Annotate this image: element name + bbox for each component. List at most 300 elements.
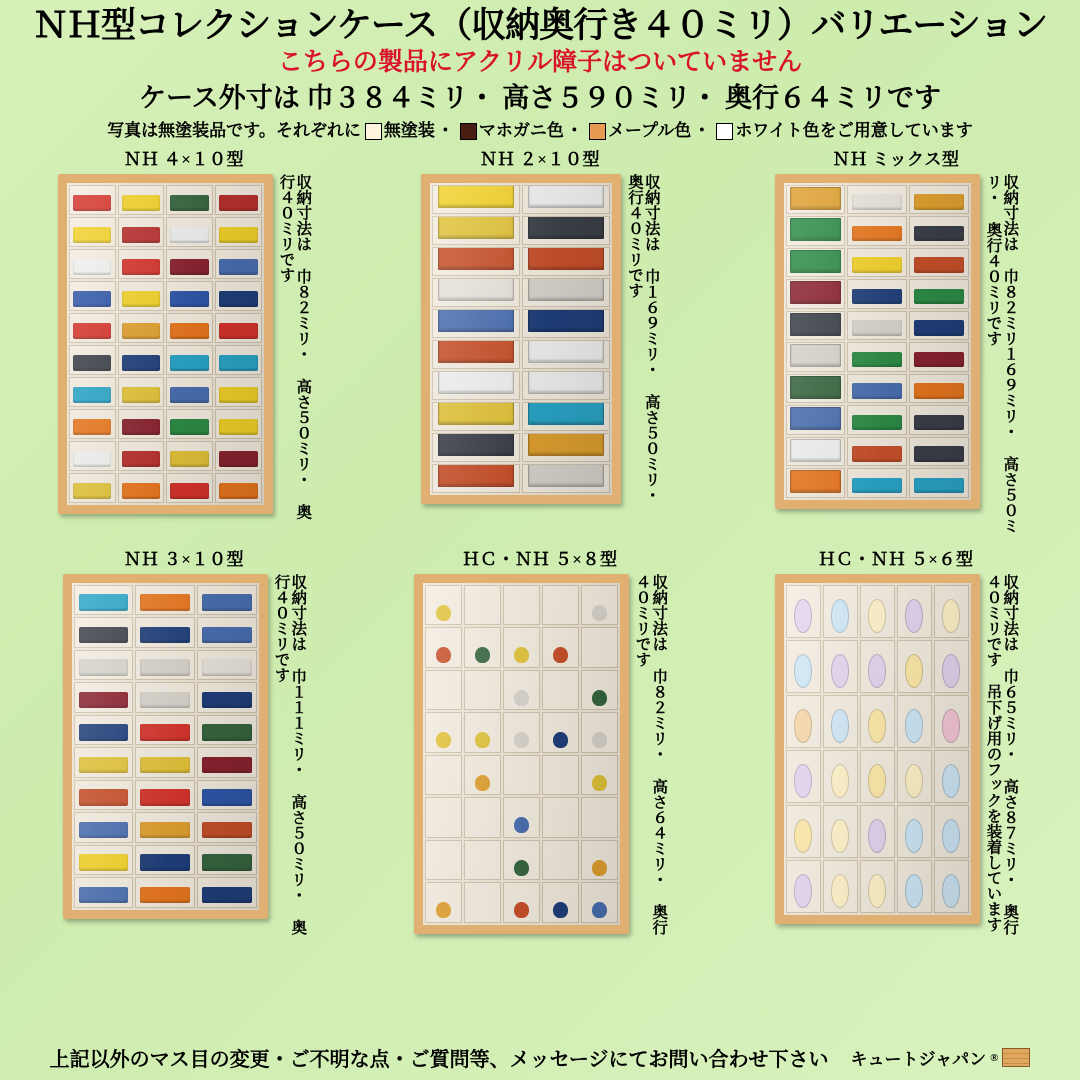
product-title-nh-2x10: ＮＨ ２×１０型: [480, 149, 600, 169]
display-item: [852, 446, 902, 462]
display-item: [170, 227, 208, 243]
case-slot: [897, 695, 932, 748]
case-image-hc-nh-5x8: [414, 574, 629, 934]
display-item: [140, 854, 190, 871]
display-item: [794, 764, 812, 798]
case-slot: [909, 405, 969, 435]
case-slot: [522, 402, 610, 431]
display-item: [514, 860, 529, 876]
case-slot: [432, 371, 520, 400]
product-grid: [0, 145, 1080, 965]
case-slot: [74, 845, 134, 876]
case-slot: [897, 640, 932, 693]
case-slot: [847, 342, 907, 372]
display-item: [79, 854, 129, 871]
display-item: [790, 281, 842, 304]
display-item: [528, 340, 604, 363]
white-color-swatch-icon: [716, 123, 733, 140]
case-slot: [909, 342, 969, 372]
case-slot: [74, 747, 134, 778]
case-slot: [425, 670, 462, 711]
case-slot: [786, 279, 846, 309]
case-slot: [464, 840, 501, 881]
case-slot: [909, 279, 969, 309]
case-slot: [581, 840, 618, 881]
case-slot: [860, 640, 895, 693]
display-item: [436, 605, 451, 621]
case-slot: [464, 882, 501, 923]
display-item: [790, 313, 842, 336]
display-item: [528, 433, 604, 456]
display-item: [170, 387, 208, 403]
case-slot: [432, 340, 520, 369]
display-item: [122, 355, 160, 371]
case-slot: [581, 797, 618, 838]
product-title-hc-nh-5x8: ＨＣ・ＮＨ ５×８型: [462, 549, 618, 569]
case-slot: [166, 185, 213, 215]
case-slot: [69, 313, 116, 343]
case-slot: [166, 281, 213, 311]
display-item: [852, 289, 902, 305]
display-item: [202, 692, 252, 709]
product-cell-nh-mix: [718, 145, 1074, 545]
case-slot: [69, 441, 116, 471]
case-slot: [897, 805, 932, 858]
case-slot: [215, 281, 262, 311]
case-slot: [503, 627, 540, 668]
product-title-hc-nh-5x6: ＨＣ・ＮＨ ５×６型: [818, 549, 974, 569]
display-item: [942, 654, 960, 688]
case-slot: [464, 712, 501, 753]
display-item: [852, 257, 902, 273]
case-slot: [522, 433, 610, 462]
display-item: [122, 227, 160, 243]
display-item: [79, 627, 129, 644]
display-item: [140, 594, 190, 611]
display-item: [202, 822, 252, 839]
case-slot: [432, 309, 520, 338]
display-item: [73, 195, 111, 211]
display-item: [219, 323, 257, 339]
display-item: [831, 819, 849, 853]
display-item: [592, 860, 607, 876]
case-slot: [786, 311, 846, 341]
case-slot: [118, 281, 165, 311]
display-item: [219, 355, 257, 371]
display-item: [831, 874, 849, 908]
display-item: [905, 709, 923, 743]
case-slot: [135, 585, 195, 616]
display-item: [914, 478, 964, 494]
display-item: [170, 291, 208, 307]
display-item: [592, 902, 607, 918]
finish-note-lead: 写真は無塗装品です。それぞれに: [107, 120, 361, 140]
display-item: [219, 227, 257, 243]
sep-1: ・: [436, 120, 454, 140]
display-item: [170, 323, 208, 339]
case-slot: [542, 712, 579, 753]
product-title-nh-4x10: ＮＨ ４×１０型: [124, 149, 244, 169]
case-slot: [581, 712, 618, 753]
display-item: [790, 470, 842, 493]
product-caption-hc-nh-5x6: 収納寸法は 巾６５ミリ・ 高さ８７ミリ・ 奥行４０ミリです 吊下げ用のフックを装着しています: [984, 573, 1019, 935]
sep-2: ・: [565, 120, 583, 140]
case-slot: [503, 712, 540, 753]
case-slot: [464, 627, 501, 668]
case-slot: [786, 695, 821, 748]
display-item: [73, 483, 111, 499]
case-slot: [215, 473, 262, 503]
display-item: [528, 185, 604, 208]
display-item: [852, 478, 902, 494]
case-slot: [909, 468, 969, 498]
display-item: [592, 775, 607, 791]
case-image-hc-nh-5x6: [775, 574, 980, 924]
display-item: [528, 464, 604, 487]
finish-white-label: ホワイト色をご用意しています: [735, 120, 973, 140]
case-slot: [425, 882, 462, 923]
case-slot: [786, 216, 846, 246]
header: [0, 0, 1080, 141]
display-item: [170, 195, 208, 211]
finish-natural-label: 無塗装: [383, 120, 435, 140]
case-slot: [909, 374, 969, 404]
case-slot: [934, 695, 969, 748]
case-slot: [909, 216, 969, 246]
case-slot: [581, 755, 618, 796]
display-item: [790, 187, 842, 210]
product-caption-nh-2x10: 収納寸法は 巾１６９ミリ・ 高さ５０ミリ・ 奥行４０ミリです: [626, 173, 660, 503]
display-item: [514, 902, 529, 918]
display-item: [436, 902, 451, 918]
display-item: [790, 344, 842, 367]
display-item: [438, 402, 514, 425]
case-slot: [432, 433, 520, 462]
display-item: [831, 709, 849, 743]
display-item: [942, 709, 960, 743]
display-item: [170, 483, 208, 499]
case-slot: [464, 755, 501, 796]
case-slot: [823, 585, 858, 638]
case-slot: [215, 409, 262, 439]
display-item: [170, 419, 208, 435]
display-item: [790, 376, 842, 399]
case-slot: [522, 247, 610, 276]
case-slot: [432, 402, 520, 431]
case-slot: [118, 249, 165, 279]
display-item: [202, 757, 252, 774]
display-item: [553, 647, 568, 663]
display-item: [794, 654, 812, 688]
display-item: [438, 464, 514, 487]
case-slot: [69, 217, 116, 247]
case-slot: [74, 682, 134, 713]
case-slot: [69, 409, 116, 439]
case-slot: [425, 585, 462, 626]
case-image-nh-mix: [775, 174, 980, 509]
case-slot: [118, 217, 165, 247]
case-slot: [215, 313, 262, 343]
display-item: [170, 451, 208, 467]
case-slot: [897, 750, 932, 803]
product-caption-nh-3x10: 収納寸法は 巾１１１ミリ・ 高さ５０ミリ・ 奥行４０ミリです: [272, 573, 307, 935]
product-caption-nh-mix: 収納寸法は 巾８２ミリ１６９ミリ・ 高さ５０ミリ・ 奥行４０ミリです: [984, 173, 1019, 534]
display-item: [122, 387, 160, 403]
product-title-nh-3x10: ＮＨ ３×１０型: [124, 549, 244, 569]
case-slot: [166, 345, 213, 375]
display-item: [914, 446, 964, 462]
case-slot: [432, 185, 520, 214]
case-slot: [135, 747, 195, 778]
display-item: [122, 483, 160, 499]
display-item: [122, 323, 160, 339]
display-item: [914, 383, 964, 399]
display-item: [790, 407, 842, 430]
case-slot: [432, 216, 520, 245]
case-slot: [909, 185, 969, 215]
case-slot: [215, 441, 262, 471]
case-slot: [581, 670, 618, 711]
case-slot: [847, 216, 907, 246]
display-item: [140, 627, 190, 644]
display-item: [528, 371, 604, 394]
case-slot: [581, 882, 618, 923]
case-slot: [135, 812, 195, 843]
case-slot: [118, 313, 165, 343]
brand-signature: [850, 1045, 1030, 1070]
product-cell-hc-nh-5x6: [718, 545, 1074, 965]
case-slot: [425, 840, 462, 881]
finish-options: [10, 121, 1070, 141]
case-slot: [74, 650, 134, 681]
case-slot: [197, 780, 257, 811]
case-slot: [847, 374, 907, 404]
display-item: [794, 599, 812, 633]
case-slot: [425, 797, 462, 838]
case-slot: [432, 464, 520, 493]
case-slot: [897, 585, 932, 638]
case-slot: [215, 249, 262, 279]
display-item: [528, 278, 604, 301]
product-caption-nh-4x10: 収納寸法は 巾８２ミリ・ 高さ５０ミリ・ 奥行４０ミリです: [277, 173, 312, 520]
case-slot: [197, 715, 257, 746]
registered-mark: ®: [990, 1051, 999, 1064]
case-slot: [69, 345, 116, 375]
display-item: [436, 732, 451, 748]
case-image-nh-4x10: [58, 174, 273, 514]
display-item: [514, 647, 529, 663]
display-item: [219, 419, 257, 435]
case-slot: [197, 877, 257, 908]
display-item: [475, 647, 490, 663]
case-slot: [503, 882, 540, 923]
case-slot: [197, 682, 257, 713]
case-slot: [847, 311, 907, 341]
display-item: [140, 659, 190, 676]
display-item: [794, 819, 812, 853]
display-item: [202, 627, 252, 644]
display-item: [202, 659, 252, 676]
case-slot: [432, 247, 520, 276]
display-item: [140, 757, 190, 774]
display-item: [122, 259, 160, 275]
case-slot: [860, 585, 895, 638]
case-slot: [425, 755, 462, 796]
footer-note: 上記以外のマス目の変更・ご不明な点・ご質問等、メッセージにてお問い合わせ下さい: [49, 1049, 829, 1071]
display-item: [140, 887, 190, 904]
display-item: [79, 594, 129, 611]
case-slot: [897, 860, 932, 913]
case-slot: [847, 468, 907, 498]
case-slot: [522, 185, 610, 214]
display-item: [553, 732, 568, 748]
display-item: [914, 289, 964, 305]
case-slot: [786, 248, 846, 278]
display-item: [219, 483, 257, 499]
case-slot: [74, 812, 134, 843]
wood-logo-icon: [1002, 1048, 1030, 1067]
case-slot: [934, 860, 969, 913]
display-item: [140, 822, 190, 839]
case-slot: [135, 617, 195, 648]
display-item: [73, 387, 111, 403]
case-slot: [197, 617, 257, 648]
mahogany-color-swatch-icon: [460, 123, 477, 140]
case-slot: [786, 640, 821, 693]
case-slot: [823, 805, 858, 858]
display-item: [475, 775, 490, 791]
product-cell-nh-3x10: [6, 545, 362, 965]
display-item: [852, 226, 902, 242]
case-slot: [135, 780, 195, 811]
product-title-nh-mix: ＮＨ ミックス型: [832, 149, 960, 169]
display-item: [553, 902, 568, 918]
display-item: [868, 819, 886, 853]
case-slot: [118, 441, 165, 471]
case-slot: [464, 585, 501, 626]
case-slot: [197, 747, 257, 778]
natural-color-swatch-icon: [365, 123, 382, 140]
display-item: [122, 291, 160, 307]
display-item: [528, 309, 604, 332]
case-slot: [69, 249, 116, 279]
case-slot: [425, 712, 462, 753]
case-slot: [542, 882, 579, 923]
acrylic-notice: こちらの製品にアクリル障子はついていません: [277, 49, 803, 77]
case-slot: [522, 340, 610, 369]
display-item: [914, 352, 964, 368]
case-slot: [135, 682, 195, 713]
display-item: [528, 402, 604, 425]
display-item: [528, 247, 604, 270]
display-item: [438, 247, 514, 270]
display-item: [790, 250, 842, 273]
case-slot: [118, 377, 165, 407]
case-slot: [197, 845, 257, 876]
display-item: [438, 278, 514, 301]
display-item: [592, 605, 607, 621]
case-slot: [215, 185, 262, 215]
case-slot: [909, 248, 969, 278]
display-item: [73, 451, 111, 467]
case-slot: [503, 670, 540, 711]
case-slot: [69, 473, 116, 503]
case-slot: [503, 797, 540, 838]
display-item: [202, 887, 252, 904]
case-slot: [786, 374, 846, 404]
case-slot: [503, 585, 540, 626]
case-slot: [522, 309, 610, 338]
display-item: [868, 709, 886, 743]
display-item: [852, 352, 902, 368]
case-slot: [118, 185, 165, 215]
case-slot: [786, 185, 846, 215]
display-item: [528, 216, 604, 239]
case-slot: [934, 750, 969, 803]
outer-dimensions: ケース外寸は 巾３８４ミリ・ 高さ５９０ミリ・ 奥行６４ミリです: [139, 83, 941, 114]
case-slot: [860, 695, 895, 748]
display-item: [914, 194, 964, 210]
display-item: [202, 724, 252, 741]
brand-name: キュートジャパン: [850, 1050, 987, 1069]
display-item: [592, 690, 607, 706]
display-item: [514, 690, 529, 706]
case-slot: [542, 797, 579, 838]
display-item: [202, 854, 252, 871]
case-slot: [69, 185, 116, 215]
display-item: [905, 599, 923, 633]
maple-color-swatch-icon: [589, 123, 606, 140]
display-item: [438, 185, 514, 208]
display-item: [831, 599, 849, 633]
display-item: [942, 599, 960, 633]
display-item: [140, 724, 190, 741]
case-slot: [860, 750, 895, 803]
display-item: [436, 647, 451, 663]
case-slot: [135, 715, 195, 746]
display-item: [794, 709, 812, 743]
display-item: [942, 874, 960, 908]
finish-maple-label: メープル色: [607, 120, 692, 140]
case-slot: [118, 409, 165, 439]
case-slot: [847, 405, 907, 435]
display-item: [852, 383, 902, 399]
display-item: [438, 340, 514, 363]
product-caption-hc-nh-5x8: 収納寸法は 巾８２ミリ・ 高さ６４ミリ・ 奥行４０ミリです: [633, 573, 668, 935]
case-slot: [786, 805, 821, 858]
display-item: [79, 822, 129, 839]
case-slot: [166, 473, 213, 503]
display-item: [852, 320, 902, 336]
display-item: [914, 226, 964, 242]
case-slot: [166, 377, 213, 407]
display-item: [122, 419, 160, 435]
case-slot: [909, 437, 969, 467]
display-item: [592, 732, 607, 748]
case-slot: [166, 441, 213, 471]
case-slot: [464, 670, 501, 711]
case-slot: [425, 627, 462, 668]
display-item: [79, 724, 129, 741]
case-slot: [823, 695, 858, 748]
display-item: [202, 594, 252, 611]
case-slot: [135, 650, 195, 681]
case-slot: [786, 437, 846, 467]
case-slot: [215, 345, 262, 375]
case-slot: [786, 585, 821, 638]
display-item: [914, 415, 964, 431]
case-slot: [118, 473, 165, 503]
